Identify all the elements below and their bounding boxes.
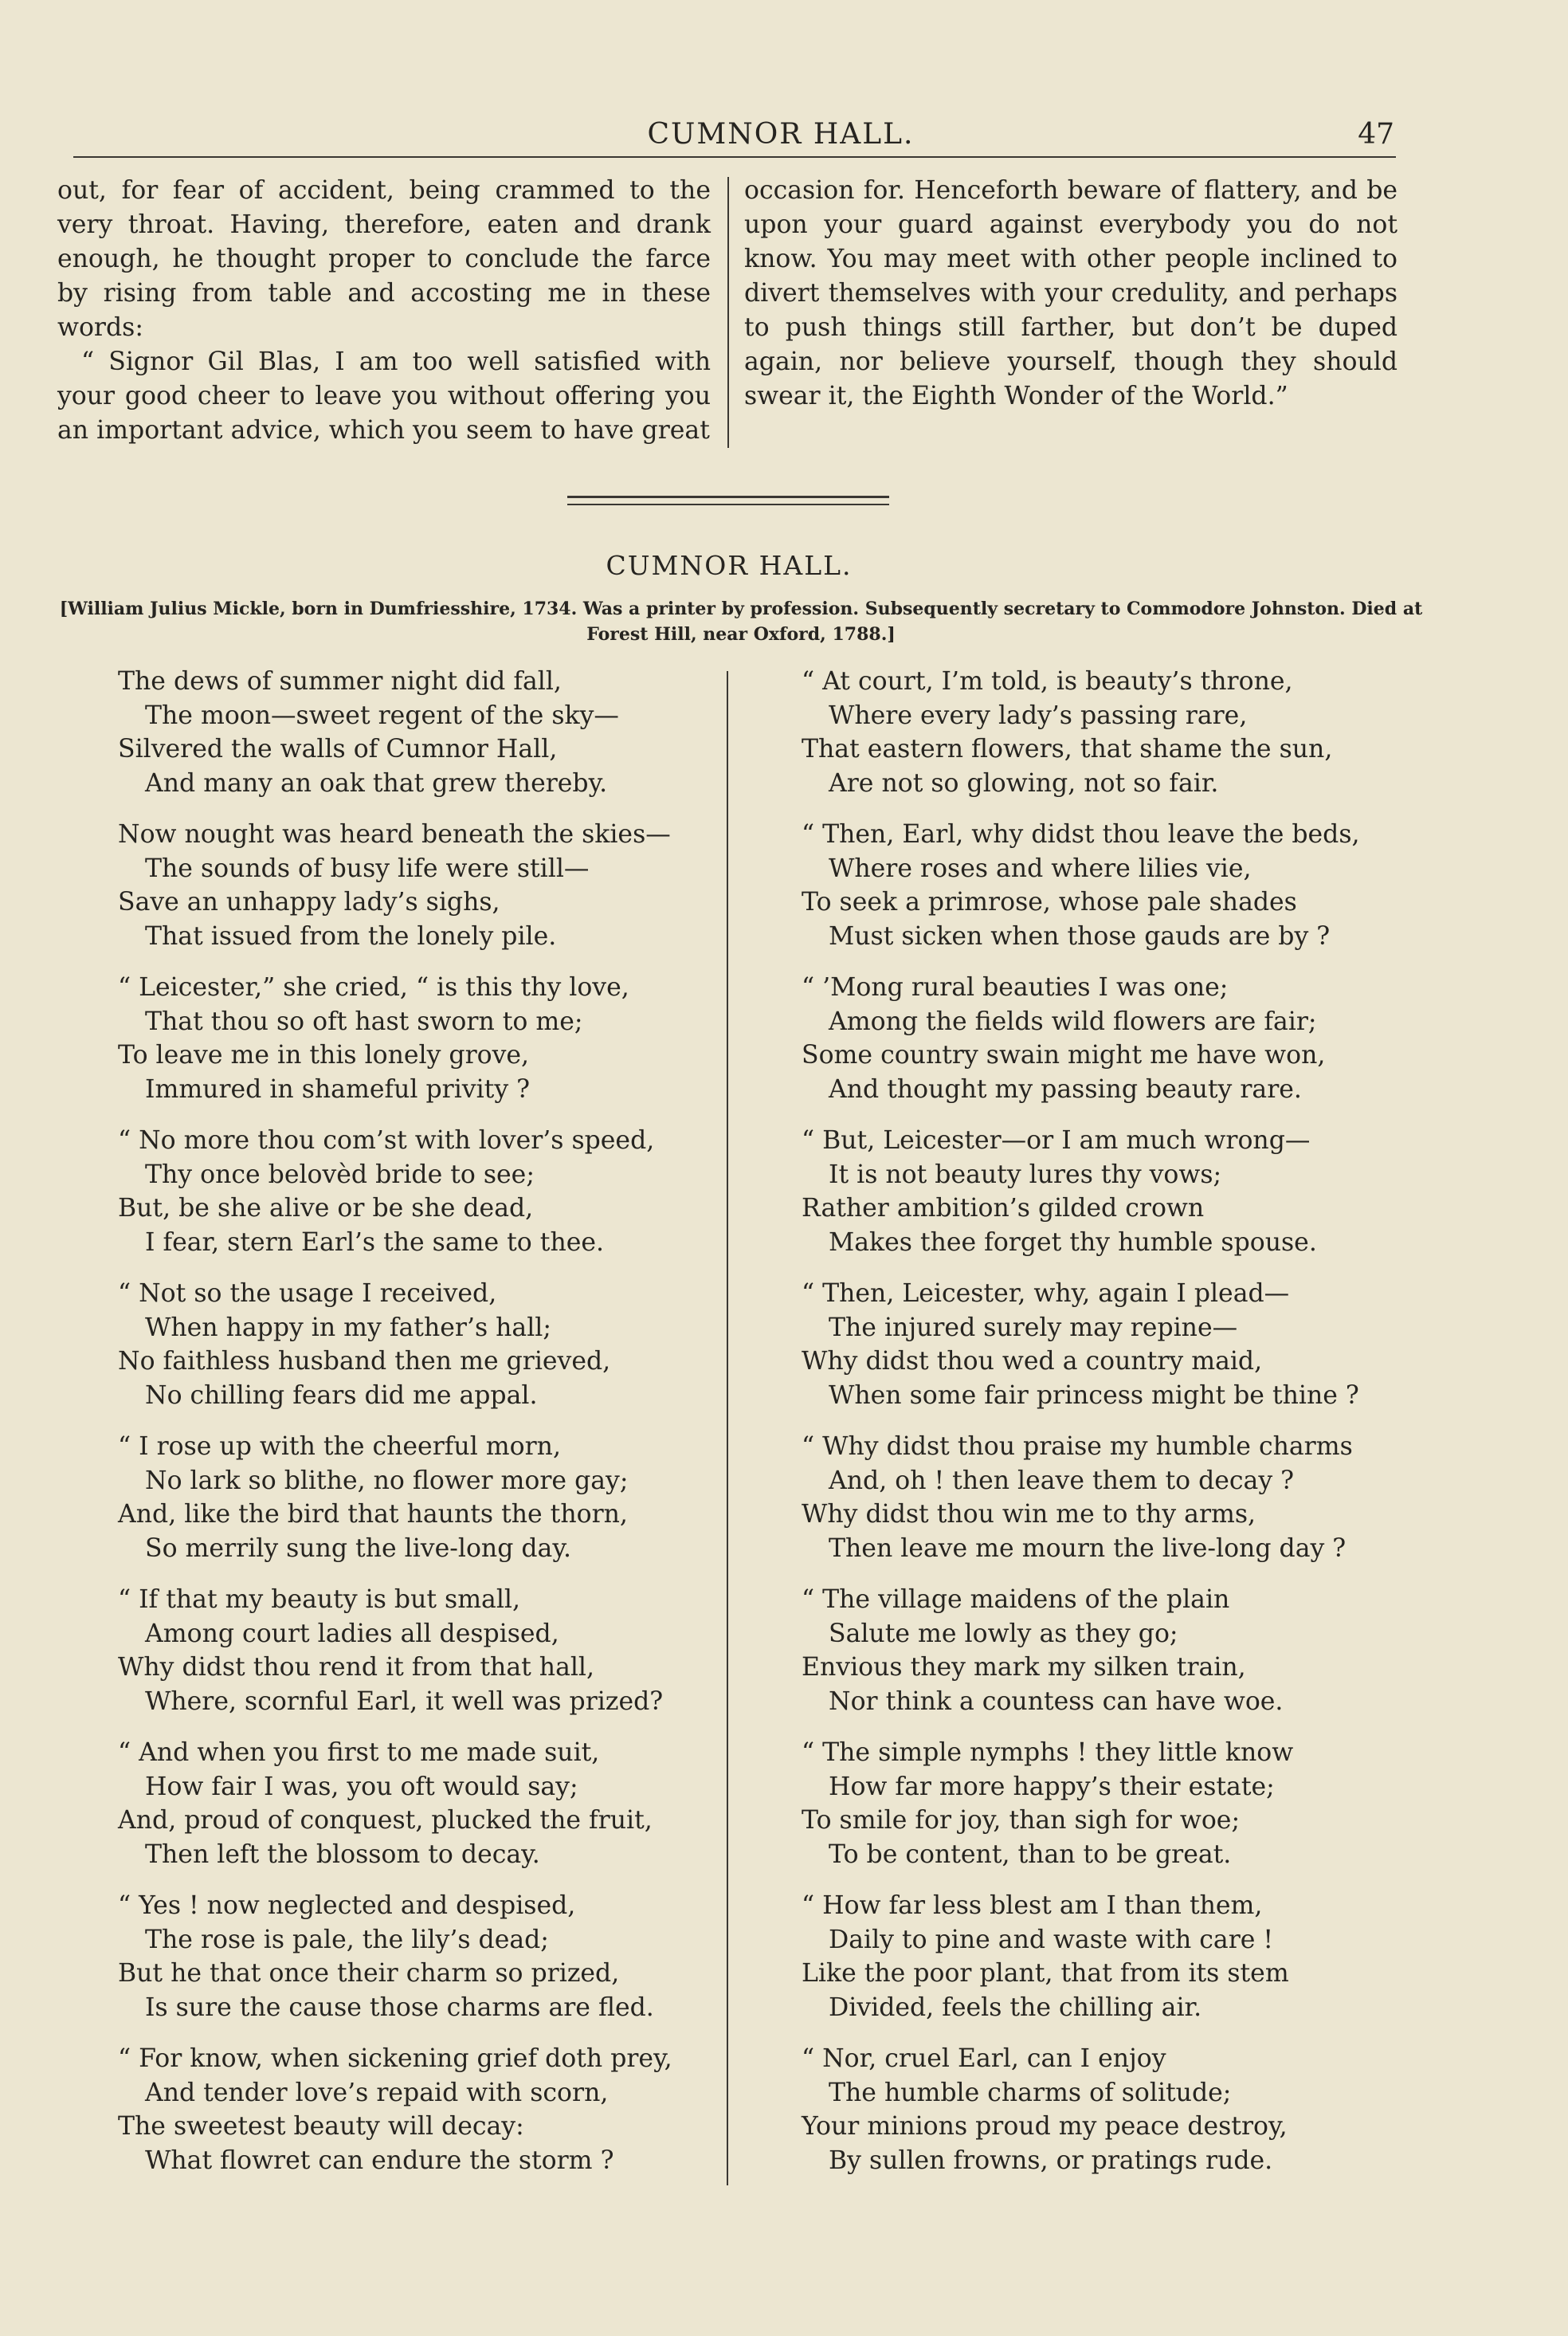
poem-line: Why didst thou rend it from that hall, — [118, 1653, 595, 1682]
poem-line: “ How far less blest am I than them, — [802, 1891, 1263, 1920]
poem-line: Silvered the walls of Cumnor Hall, — [118, 735, 558, 764]
poem-line: What flowret can endure the storm ? — [145, 2146, 614, 2175]
poem-line: Among the fields wild flowers are fair; — [829, 1007, 1317, 1036]
poem-line: But he that once their charm so prized, — [118, 1959, 620, 1988]
poem-line: The sounds of busy life were still— — [145, 854, 590, 883]
poem-line: “ I rose up with the cheerful morn, — [118, 1432, 561, 1461]
stanza — [118, 971, 755, 1106]
poem-line: Where, scornful Earl, it well was prized? — [145, 1686, 664, 1716]
prose-column-right — [744, 174, 1397, 414]
poem-line: “ Nor, cruel Earl, can I enjoy — [802, 2044, 1166, 2073]
poem-line: Your minions proud my peace destroy, — [802, 2112, 1288, 2141]
poem-line: Is sure the cause those charms are fled. — [145, 1992, 654, 2022]
poem-line: And tender love’s repaid with scorn, — [145, 2078, 609, 2107]
poem-line: And, like the bird that haunts the thorn, — [118, 1500, 628, 1529]
poem-line: Immured in shameful privity ? — [145, 1074, 531, 1104]
stanza — [802, 818, 1439, 953]
poem-line: And thought my passing beauty rare. — [829, 1074, 1302, 1104]
author-bio-note: [William Julius Mickle, born in Dumfriesshire, 1734. Was a printer by profession. Subsequently secretary to Commodore Johnston. Died at Forest Hill, near Oxford, 1788.] — [59, 599, 1423, 645]
poem-line: And many an oak that grew thereby. — [145, 768, 608, 798]
poem-line: Are not so glowing, not so fair. — [829, 768, 1219, 798]
poem-line: “ The village maidens of the plain — [802, 1585, 1230, 1614]
stanza — [118, 1583, 755, 1718]
poem-line: “ But, Leicester—or I am much wrong— — [802, 1126, 1311, 1155]
poem-line: Salute me lowly as they go; — [829, 1619, 1178, 1648]
poem-line: Nor think a countess can have woe. — [829, 1686, 1284, 1716]
poem-column-left — [118, 665, 755, 2195]
poem-line: To be content, than to be great. — [829, 1839, 1232, 1869]
poem-line: “ ’Mong rural beauties I was one; — [802, 973, 1229, 1002]
poem-line: “ Not so the usage I received, — [118, 1279, 497, 1308]
poem-line: “ If that my beauty is but small, — [118, 1585, 520, 1614]
running-head: CUMNOR HALL. — [647, 118, 915, 151]
poem-line: No chilling fears did me appal. — [145, 1380, 538, 1410]
poem-line: Envious they mark my silken train, — [802, 1653, 1246, 1682]
poem-line: “ Then, Leicester, why, again I plead— — [802, 1279, 1290, 1308]
stanza — [802, 1736, 1439, 1871]
poem-line: I fear, stern Earl’s the same to thee. — [145, 1227, 605, 1257]
stanza — [802, 1430, 1439, 1565]
stanza — [802, 2042, 1439, 2177]
stanza — [802, 1277, 1439, 1412]
prose-paragraph: out, for fear of accident, being crammed to the very throat. Having, therefore, eaten and drank enough, he thought proper to conclude the farce by rising from table and accosting me in these words: — [57, 176, 711, 342]
stanza — [118, 2042, 755, 2177]
stanza — [118, 665, 755, 800]
poem-line: To leave me in this lonely grove, — [118, 1041, 530, 1070]
stanza — [802, 1889, 1439, 2024]
poem-line: Makes thee forget thy humble spouse. — [829, 1227, 1317, 1257]
poem-line: The sweetest beauty will decay: — [118, 2112, 524, 2141]
poem-line: Among court ladies all despised, — [145, 1619, 559, 1648]
section-double-rule — [567, 496, 889, 505]
poem-line: When some fair princess might be thine ? — [829, 1380, 1359, 1410]
poem-line: So merrily sung the live-long day. — [145, 1533, 571, 1563]
poem-line: Then left the blossom to decay. — [145, 1839, 540, 1869]
poem-line: The humble charms of solitude; — [829, 2078, 1232, 2107]
page-number: 47 — [1358, 118, 1394, 151]
poem-line: Divided, feels the chilling air. — [829, 1992, 1202, 2022]
poem-line: To smile for joy, than sigh for woe; — [802, 1806, 1241, 1835]
poem-line: “ Yes ! now neglected and despised, — [118, 1891, 576, 1920]
poem-line: Why didst thou win me to thy arms, — [802, 1500, 1256, 1529]
poem-line: That thou so oft hast sworn to me; — [145, 1007, 583, 1036]
poem-line: By sullen frowns, or pratings rude. — [829, 2146, 1273, 2175]
poem-line: How far more happy’s their estate; — [829, 1772, 1275, 1801]
column-divider — [727, 671, 728, 2185]
poem-line: When happy in my father’s hall; — [145, 1313, 551, 1342]
poem-line: It is not beauty lures thy vows; — [829, 1160, 1222, 1189]
header-rule — [73, 156, 1396, 158]
poem-line: “ No more thou com’st with lover’s speed, — [118, 1126, 655, 1155]
poem-line: Thy once belovèd bride to see; — [145, 1160, 535, 1189]
poem-line: Now nought was heard beneath the skies— — [118, 820, 671, 849]
prose-column-left — [57, 174, 711, 448]
poem-line: Where roses and where lilies vie, — [829, 854, 1252, 883]
poem-line: “ At court, I’m told, is beauty’s throne, — [802, 667, 1293, 696]
poem-line: “ For know, when sickening grief doth prey, — [118, 2044, 672, 2073]
column-divider — [727, 177, 729, 448]
poem-line: That issued from the lonely pile. — [145, 921, 557, 951]
poem-line: How fair I was, you oft would say; — [145, 1772, 578, 1801]
poem-line: No lark so blithe, no flower more gay; — [145, 1466, 629, 1495]
poem-line: That eastern flowers, that shame the sun, — [802, 735, 1333, 764]
poem-line: “ Leicester,” she cried, “ is this thy love, — [118, 973, 629, 1002]
poem-line: The rose is pale, the lily’s dead; — [145, 1925, 549, 1954]
poem-line: Like the poor plant, that from its stem — [802, 1959, 1289, 1988]
poem-line: Some country swain might me have won, — [802, 1041, 1326, 1070]
poem-line: “ Then, Earl, why didst thou leave the beds, — [802, 820, 1360, 849]
stanza — [802, 1124, 1439, 1259]
poem-line: “ Why didst thou praise my humble charms — [802, 1432, 1353, 1461]
poem-line: And, oh ! then leave them to decay ? — [829, 1466, 1295, 1495]
stanza — [118, 1124, 755, 1259]
stanza — [118, 818, 755, 953]
poem-line: The injured surely may repine— — [829, 1313, 1238, 1342]
poem-line: To seek a primrose, whose pale shades — [802, 888, 1297, 917]
stanza — [118, 1277, 755, 1412]
poem-line: Save an unhappy lady’s sighs, — [118, 888, 500, 917]
stanza — [118, 1889, 755, 2024]
poem-line: Where every lady’s passing rare, — [829, 701, 1248, 730]
poem-line: And, proud of conquest, plucked the fruit, — [118, 1806, 653, 1835]
poem-column-right — [802, 665, 1439, 2195]
poem-line: “ And when you first to me made suit, — [118, 1738, 600, 1767]
poem-line: No faithless husband then me grieved, — [118, 1347, 611, 1376]
poem-line: Must sicken when those gauds are by ? — [829, 921, 1331, 951]
stanza — [802, 665, 1439, 800]
stanza — [118, 1430, 755, 1565]
poem-line: The dews of summer night did fall, — [118, 667, 562, 696]
stanza — [802, 1583, 1439, 1718]
poem-line: The moon—sweet regent of the sky— — [145, 701, 619, 730]
poem-title: CUMNOR HALL. — [606, 550, 853, 581]
prose-paragraph: “ Signor Gil Blas, I am too well satisfied with your good cheer to leave you without offering you an important advice, which you seem to have great — [57, 347, 711, 445]
stanza — [118, 1736, 755, 1871]
poem-line: But, be she alive or be she dead, — [118, 1194, 534, 1223]
poem-line: “ The simple nymphs ! they little know — [802, 1738, 1294, 1767]
poem-line: Daily to pine and waste with care ! — [829, 1925, 1274, 1954]
prose-paragraph: occasion for. Henceforth beware of flattery, and be upon your guard against everybody you do not know. You may meet with other people inclined to divert themselves with your credulity, and perhaps to push things still farther, but don’t be duped again, nor believe yourself, though they should swear it, the Eighth Wonder of the World.” — [744, 176, 1397, 410]
poem-line: Rather ambition’s gilded crown — [802, 1194, 1205, 1223]
stanza — [802, 971, 1439, 1106]
poem-line: Why didst thou wed a country maid, — [802, 1347, 1263, 1376]
poem-line: Then leave me mourn the live-long day ? — [829, 1533, 1347, 1563]
